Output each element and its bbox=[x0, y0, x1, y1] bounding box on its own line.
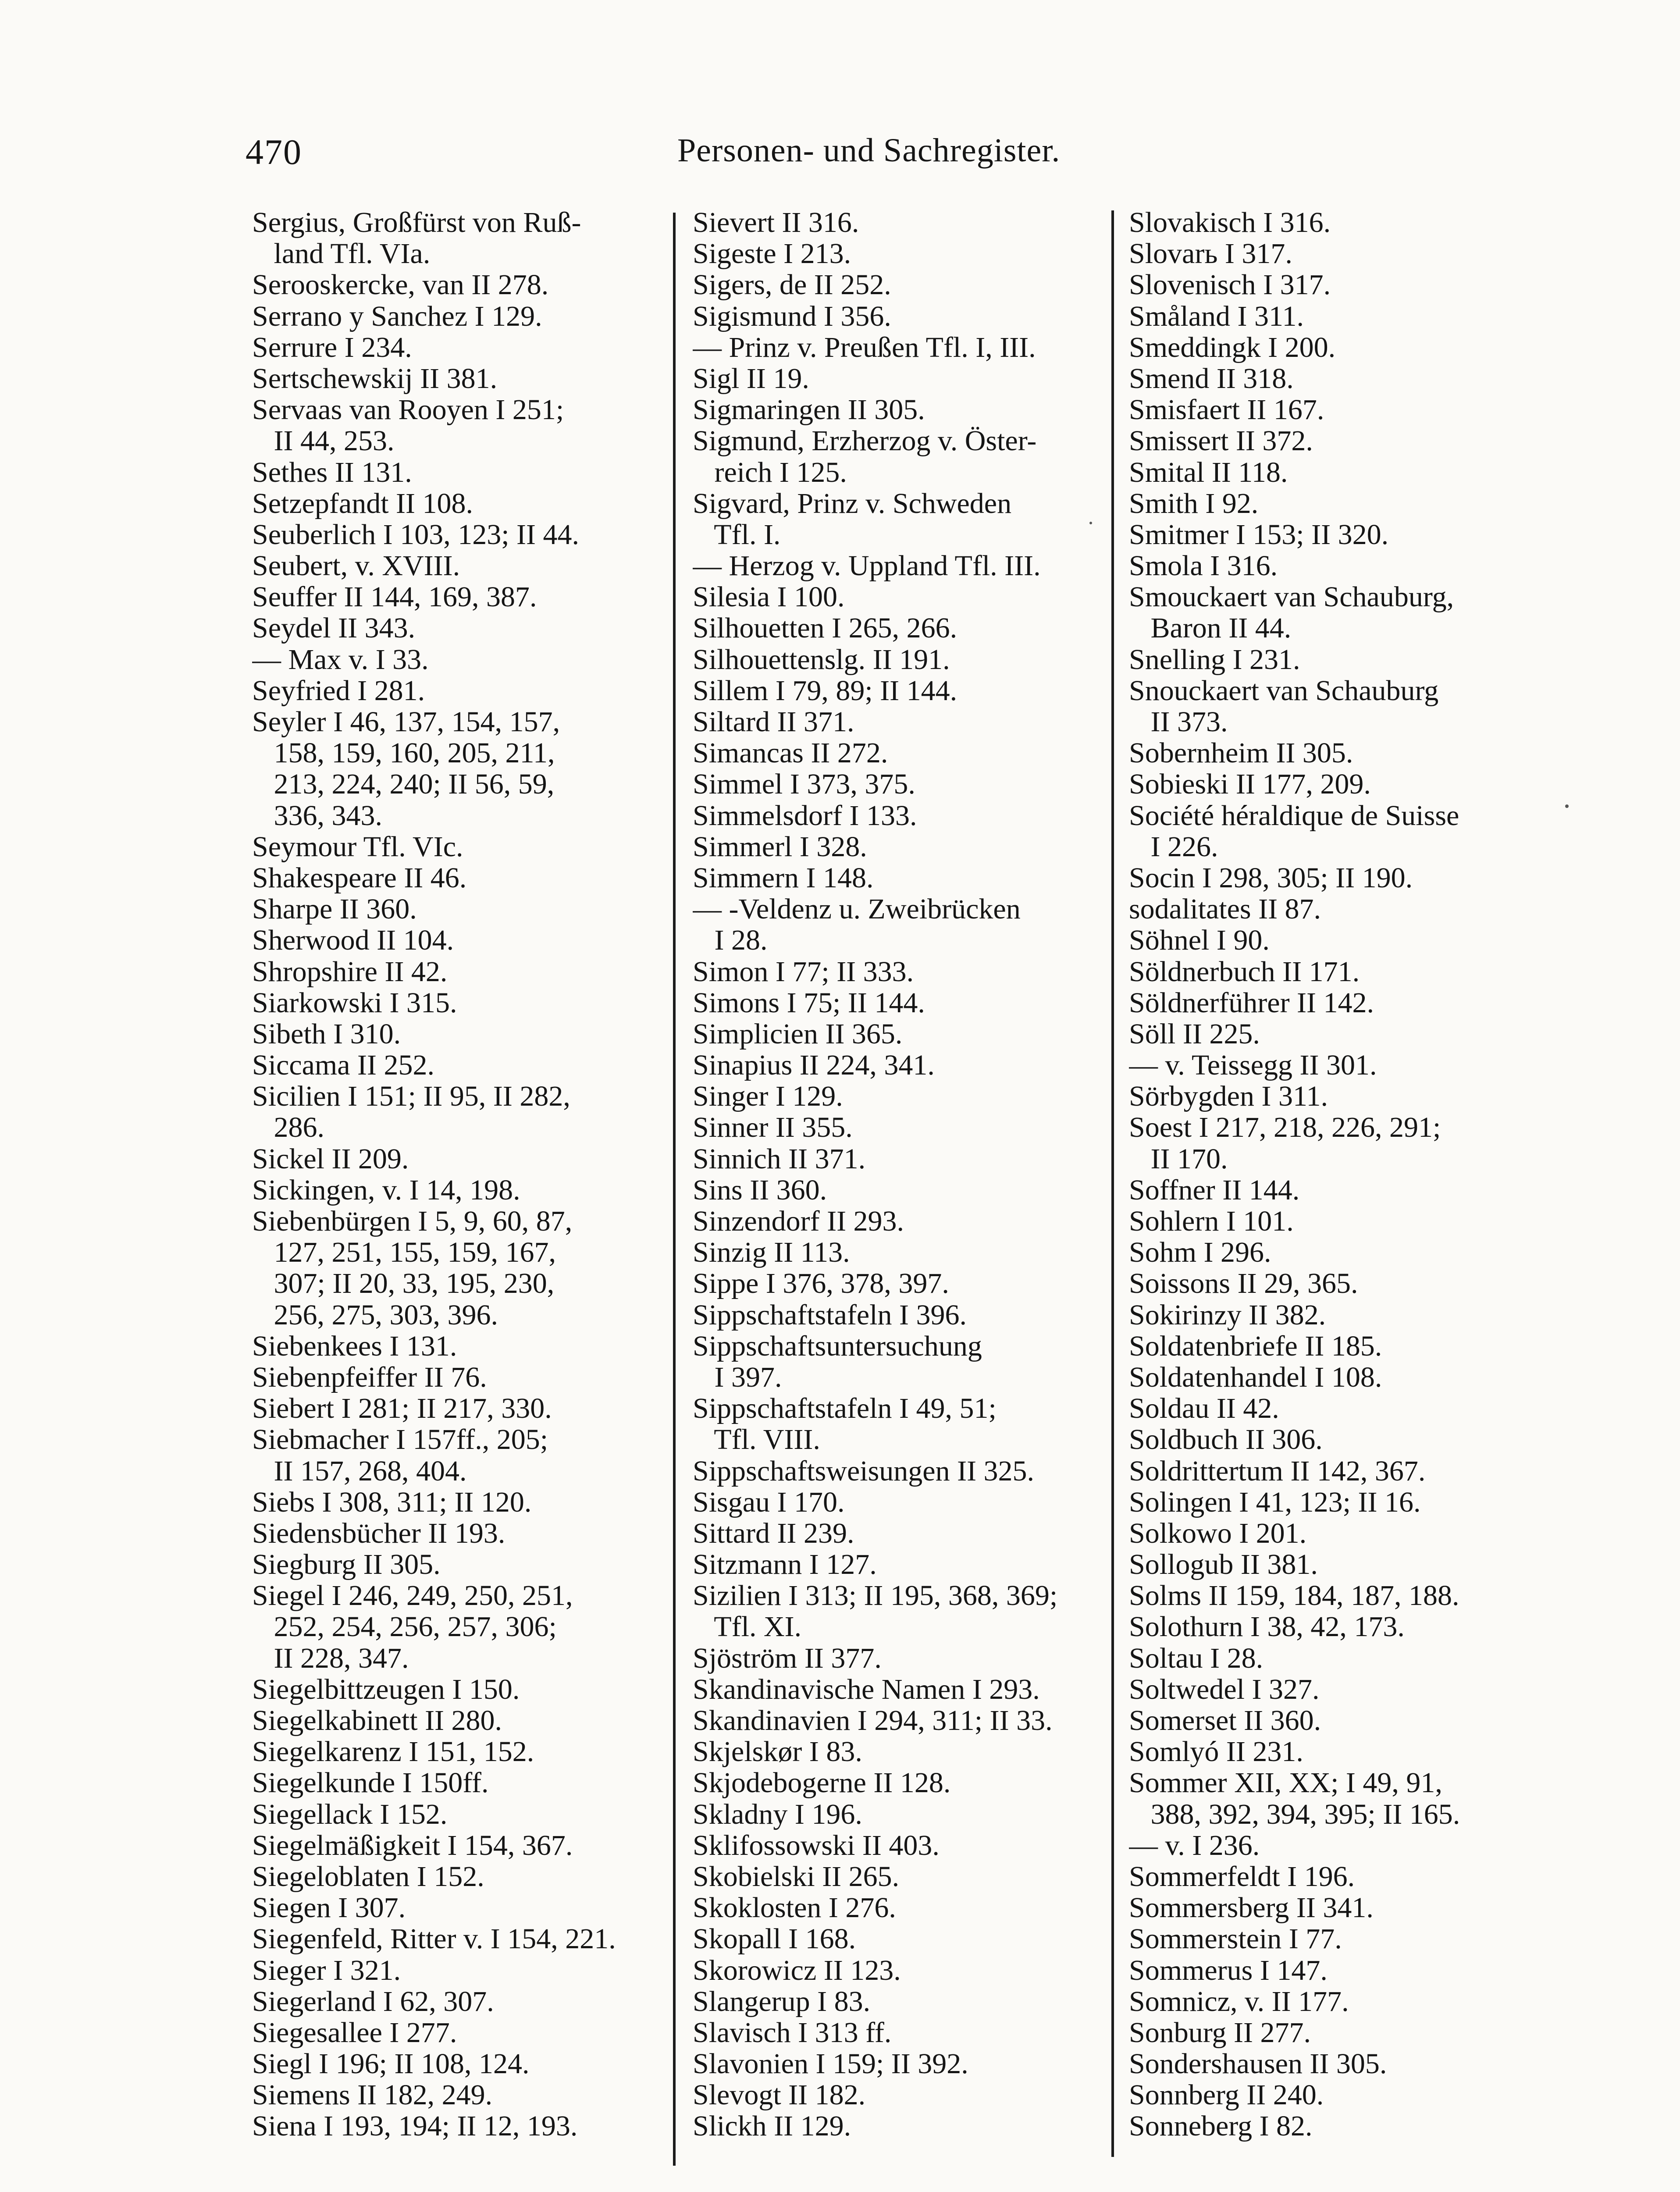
index-entry: Seyfried I 281. bbox=[252, 675, 425, 706]
index-entry: Slovenisch I 317. bbox=[1129, 269, 1331, 301]
index-entry: 213, 224, 240; II 56, 59, bbox=[252, 769, 555, 800]
index-entry: Sommerfeldt I 196. bbox=[1129, 1861, 1355, 1893]
index-entry: — -Veldenz u. Zweibrücken bbox=[693, 893, 1021, 925]
index-entry: Singer I 129. bbox=[693, 1081, 843, 1112]
index-entry: Sollogub II 381. bbox=[1129, 1549, 1318, 1580]
index-entry: Socin I 298, 305; II 190. bbox=[1129, 862, 1413, 894]
index-entry: Sisgau I 170. bbox=[693, 1486, 845, 1518]
index-entry: Söll II 225. bbox=[1129, 1018, 1260, 1050]
index-entry: II 157, 268, 404. bbox=[252, 1455, 467, 1487]
index-entry: Seuffer II 144, 169, 387. bbox=[252, 581, 537, 613]
index-entry: Siegelmäßigkeit I 154, 367. bbox=[252, 1829, 573, 1861]
index-entry: Silhouetten I 265, 266. bbox=[693, 612, 957, 644]
index-entry: Sinner II 355. bbox=[693, 1112, 853, 1143]
index-entry: Siegel I 246, 249, 250, 251, bbox=[252, 1580, 573, 1612]
index-entry: I 226. bbox=[1129, 831, 1218, 862]
index-entry: Siegerland I 62, 307. bbox=[252, 1986, 494, 2017]
index-entry: Siegelbittzeugen I 150. bbox=[252, 1673, 520, 1705]
page-header bbox=[0, 132, 1680, 180]
index-entry: Somlyó II 231. bbox=[1129, 1736, 1303, 1768]
index-entry: Siegelkunde I 150ff. bbox=[252, 1767, 489, 1799]
index-entry: Sinzig II 113. bbox=[693, 1237, 850, 1268]
index-entry: Siedensbücher II 193. bbox=[252, 1517, 505, 1549]
index-entry: Sharpe II 360. bbox=[252, 893, 417, 925]
index-entry: Småland I 311. bbox=[1129, 300, 1304, 332]
index-entry: Siegesallee I 277. bbox=[252, 2017, 457, 2049]
index-entry: Sondershausen II 305. bbox=[1129, 2048, 1387, 2080]
index-entry: Simmelsdorf I 133. bbox=[693, 800, 917, 831]
index-entry: Sommerstein I 77. bbox=[1129, 1923, 1342, 1955]
index-entry: Slickh II 129. bbox=[693, 2110, 851, 2142]
index-entry: Smital II 118. bbox=[1129, 456, 1288, 488]
index-entry: Seymour Tfl. VIc. bbox=[252, 831, 463, 862]
index-entry: Sinzendorf II 293. bbox=[693, 1206, 904, 1237]
index-entry: Sethes II 131. bbox=[252, 456, 412, 488]
index-entry: Setzepfandt II 108. bbox=[252, 488, 473, 519]
index-entry: Smith I 92. bbox=[1129, 488, 1259, 519]
index-entry: Sohlern I 101. bbox=[1129, 1206, 1294, 1237]
index-entry: Sins II 360. bbox=[693, 1174, 827, 1206]
running-title: Personen- und Sachregister. bbox=[677, 132, 1061, 169]
index-entry: Siebenbürgen I 5, 9, 60, 87, bbox=[252, 1206, 573, 1237]
index-entry: Siegenfeld, Ritter v. I 154, 221. bbox=[252, 1923, 616, 1955]
index-entry: Sippschaftstafeln I 49, 51; bbox=[693, 1393, 997, 1424]
index-entry: Sigvard, Prinz v. Schweden bbox=[693, 488, 1012, 519]
index-entry: Slovakisch I 316. bbox=[1129, 207, 1331, 238]
index-entry: Sievert II 316. bbox=[693, 207, 859, 238]
index-entry: Sizilien I 313; II 195, 368, 369; bbox=[693, 1580, 1058, 1612]
index-entry: Sörbygden I 311. bbox=[1129, 1081, 1328, 1112]
index-entry: Simon I 77; II 333. bbox=[693, 956, 914, 987]
index-entry: Slavonien I 159; II 392. bbox=[693, 2048, 968, 2080]
index-entry: II 170. bbox=[1129, 1143, 1228, 1174]
index-entry: Seydel II 343. bbox=[252, 612, 416, 644]
index-entry: 307; II 20, 33, 195, 230, bbox=[252, 1268, 555, 1299]
index-entry: Soffner II 144. bbox=[1129, 1174, 1300, 1206]
index-entry: Sergius, Großfürst von Ruß- bbox=[252, 207, 581, 238]
index-entry: II 373. bbox=[1129, 706, 1228, 738]
index-entry: Siebert I 281; II 217, 330. bbox=[252, 1393, 552, 1424]
index-entry: Skoklosten I 276. bbox=[693, 1892, 896, 1924]
index-entry: Sickel II 209. bbox=[252, 1143, 409, 1174]
index-entry: Somerset II 360. bbox=[1129, 1705, 1321, 1737]
index-entry: Smeddingk I 200. bbox=[1129, 331, 1336, 363]
index-entry: — Prinz v. Preußen Tfl. I, III. bbox=[693, 331, 1036, 363]
index-entry: Sigeste I 213. bbox=[693, 238, 851, 270]
ink-speck bbox=[1089, 522, 1092, 524]
index-entry: Sonnberg II 240. bbox=[1129, 2079, 1324, 2111]
index-entry: Sertschewskij II 381. bbox=[252, 363, 498, 395]
index-entry: Tfl. VIII. bbox=[693, 1424, 820, 1455]
index-entry: 256, 275, 303, 396. bbox=[252, 1299, 498, 1331]
index-entry: Soldrittertum II 142, 367. bbox=[1129, 1455, 1426, 1487]
index-entry: Sjöström II 377. bbox=[693, 1642, 882, 1674]
index-entry: Serrano y Sanchez I 129. bbox=[252, 300, 542, 332]
index-entry: Sippe I 376, 378, 397. bbox=[693, 1268, 949, 1299]
index-entry: Seuberlich I 103, 123; II 44. bbox=[252, 519, 580, 551]
index-entry: reich I 125. bbox=[693, 456, 847, 488]
index-entry: Shakespeare II 46. bbox=[252, 862, 467, 894]
index-entry: sodalitates II 87. bbox=[1129, 893, 1321, 925]
index-entry: Tfl. I. bbox=[693, 519, 781, 551]
index-entry: Sommerus I 147. bbox=[1129, 1954, 1328, 1986]
index-entry: Skobielski II 265. bbox=[693, 1861, 900, 1893]
index-entry: Siarkowski I 315. bbox=[252, 987, 457, 1018]
index-entry: Siegburg II 305. bbox=[252, 1549, 441, 1580]
index-entry: Sillem I 79, 89; II 144. bbox=[693, 675, 957, 706]
index-entry: Smend II 318. bbox=[1129, 363, 1294, 395]
index-entry: Slovarь I 317. bbox=[1129, 238, 1292, 270]
index-column-2 bbox=[693, 207, 1100, 2142]
index-entry: Siegellack I 152. bbox=[252, 1798, 448, 1830]
index-entry: Soltau I 28. bbox=[1129, 1642, 1264, 1674]
index-entry: land Tfl. VIa. bbox=[252, 238, 431, 270]
index-entry: Smissert II 372. bbox=[1129, 425, 1313, 457]
index-entry: Sonneberg I 82. bbox=[1129, 2110, 1313, 2142]
index-entry: Serooskercke, van II 278. bbox=[252, 269, 549, 301]
index-entry: Sonburg II 277. bbox=[1129, 2017, 1311, 2049]
index-entry: — v. I 236. bbox=[1129, 1829, 1260, 1861]
index-entry: Sieger I 321. bbox=[252, 1954, 401, 1986]
index-entry: Sommersberg II 341. bbox=[1129, 1892, 1374, 1924]
column-divider-1 bbox=[673, 213, 676, 2166]
index-entry: Siltard II 371. bbox=[693, 706, 854, 738]
index-entry: Sobernheim II 305. bbox=[1129, 737, 1353, 769]
index-entry: Sigl II 19. bbox=[693, 363, 809, 395]
index-entry: Soltwedel I 327. bbox=[1129, 1673, 1320, 1705]
index-entry: Skopall I 168. bbox=[693, 1923, 856, 1955]
index-entry: Somnicz, v. II 177. bbox=[1129, 1986, 1349, 2017]
index-entry: 158, 159, 160, 205, 211, bbox=[252, 737, 555, 769]
index-entry: Smisfaert II 167. bbox=[1129, 394, 1324, 426]
index-entry: Skandinavien I 294, 311; II 33. bbox=[693, 1705, 1053, 1737]
index-entry: I 28. bbox=[693, 925, 768, 956]
index-entry: Sibeth I 310. bbox=[252, 1018, 401, 1050]
index-entry: Soldau II 42. bbox=[1129, 1393, 1279, 1424]
index-entry: 286. bbox=[252, 1112, 324, 1143]
index-column-3 bbox=[1129, 207, 1550, 2142]
index-entry: Sobieski II 177, 209. bbox=[1129, 769, 1371, 800]
index-entry: II 228, 347. bbox=[252, 1642, 409, 1674]
index-entry: Siebenkees I 131. bbox=[252, 1330, 457, 1362]
index-entry: Tfl. XI. bbox=[693, 1611, 802, 1643]
index-entry: Solms II 159, 184, 187, 188. bbox=[1129, 1580, 1459, 1612]
index-entry: Sokirinzy II 382. bbox=[1129, 1299, 1326, 1331]
index-entry: Sherwood II 104. bbox=[252, 925, 454, 956]
index-entry: Shropshire II 42. bbox=[252, 956, 448, 987]
column-divider-2 bbox=[1111, 210, 1114, 2157]
index-entry: Slavisch I 313 ff. bbox=[693, 2017, 892, 2049]
index-entry: Simmel I 373, 375. bbox=[693, 769, 915, 800]
index-entry: Slangerup I 83. bbox=[693, 1986, 871, 2017]
index-entry: Servaas van Rooyen I 251; bbox=[252, 394, 564, 426]
index-entry: Soldbuch II 306. bbox=[1129, 1424, 1323, 1455]
index-entry: Soldatenhandel I 108. bbox=[1129, 1361, 1382, 1393]
index-entry: Silesia I 100. bbox=[693, 581, 845, 613]
index-entry: 127, 251, 155, 159, 167, bbox=[252, 1237, 556, 1268]
index-entry: Sippschaftstafeln I 396. bbox=[693, 1299, 967, 1331]
index-entry: Simplicien II 365. bbox=[693, 1018, 903, 1050]
index-entry: Solothurn I 38, 42, 173. bbox=[1129, 1611, 1405, 1643]
index-entry: Smouckaert van Schauburg, bbox=[1129, 581, 1454, 613]
index-entry: Simmern I 148. bbox=[693, 862, 874, 894]
index-entry: Société héraldique de Suisse bbox=[1129, 800, 1459, 831]
index-entry: Sinnich II 371. bbox=[693, 1143, 866, 1174]
index-entry: Soldatenbriefe II 185. bbox=[1129, 1330, 1382, 1362]
index-column-1 bbox=[252, 207, 660, 2142]
index-entry: Siebenpfeiffer II 76. bbox=[252, 1361, 487, 1393]
index-entry: Sohm I 296. bbox=[1129, 1237, 1271, 1268]
index-entry: Sicilien I 151; II 95, II 282, bbox=[252, 1081, 570, 1112]
index-entry: — v. Teissegg II 301. bbox=[1129, 1050, 1377, 1081]
index-entry: Seyler I 46, 137, 154, 157, bbox=[252, 706, 560, 738]
index-entry: Siebs I 308, 311; II 120. bbox=[252, 1486, 532, 1518]
index-entry: Baron II 44. bbox=[1129, 612, 1292, 644]
index-entry: Slevogt II 182. bbox=[693, 2079, 866, 2111]
index-entry: Siegelkabinett II 280. bbox=[252, 1705, 502, 1737]
index-entry: Simons I 75; II 144. bbox=[693, 987, 925, 1018]
index-entry: Simancas II 272. bbox=[693, 737, 888, 769]
index-entry: I 397. bbox=[693, 1361, 782, 1393]
index-entry: Skjelskør I 83. bbox=[693, 1736, 862, 1768]
index-entry: Siebmacher I 157ff., 205; bbox=[252, 1424, 548, 1455]
index-entry: Sigismund I 356. bbox=[693, 300, 891, 332]
index-entry: Snelling I 231. bbox=[1129, 644, 1300, 675]
index-entry: Simmerl I 328. bbox=[693, 831, 867, 862]
index-entry: Skandinavische Namen I 293. bbox=[693, 1673, 1040, 1705]
index-entry: Solkowo I 201. bbox=[1129, 1517, 1307, 1549]
index-entry: Söhnel I 90. bbox=[1129, 925, 1270, 956]
index-entry: 252, 254, 256, 257, 306; bbox=[252, 1611, 557, 1643]
index-entry: Siena I 193, 194; II 12, 193. bbox=[252, 2110, 578, 2142]
index-entry: Siemens II 182, 249. bbox=[252, 2079, 493, 2111]
page-number: 470 bbox=[246, 132, 302, 172]
index-entry: Smola I 316. bbox=[1129, 550, 1278, 582]
index-entry: 336, 343. bbox=[252, 800, 382, 831]
index-entry: Siegen I 307. bbox=[252, 1892, 406, 1924]
index-entry: Skladny I 196. bbox=[693, 1798, 862, 1830]
index-entry: Siegl I 196; II 108, 124. bbox=[252, 2048, 530, 2080]
index-entry: Sippschaftsuntersuchung bbox=[693, 1330, 982, 1362]
index-entry: Silhouettenslg. II 191. bbox=[693, 644, 950, 675]
index-entry: Sittard II 239. bbox=[693, 1517, 854, 1549]
index-entry: Soest I 217, 218, 226, 291; bbox=[1129, 1112, 1441, 1143]
index-entry: Sigmund, Erzherzog v. Öster- bbox=[693, 425, 1037, 457]
index-entry: II 44, 253. bbox=[252, 425, 395, 457]
index-entry: — Max v. I 33. bbox=[252, 644, 429, 675]
index-entry: Soissons II 29, 365. bbox=[1129, 1268, 1358, 1299]
index-entry: — Herzog v. Uppland Tfl. III. bbox=[693, 550, 1041, 582]
index-entry: Sigmaringen II 305. bbox=[693, 394, 925, 426]
ink-speck bbox=[1565, 804, 1569, 808]
index-entry: Sklifossowski II 403. bbox=[693, 1829, 940, 1861]
index-entry: Serrure I 234. bbox=[252, 331, 412, 363]
index-entry: Siegeloblaten I 152. bbox=[252, 1861, 484, 1893]
index-entry: Sinapius II 224, 341. bbox=[693, 1050, 935, 1081]
index-entry: Söldnerbuch II 171. bbox=[1129, 956, 1360, 987]
index-entry: Sitzmann I 127. bbox=[693, 1549, 877, 1580]
index-entry: Söldnerführer II 142. bbox=[1129, 987, 1374, 1018]
index-entry: Skorowicz II 123. bbox=[693, 1954, 901, 1986]
index-entry: Siccama II 252. bbox=[252, 1050, 435, 1081]
index-entry: Skjodebogerne II 128. bbox=[693, 1767, 951, 1799]
index-entry: Smitmer I 153; II 320. bbox=[1129, 519, 1389, 551]
index-entry: Sippschaftsweisungen II 325. bbox=[693, 1455, 1035, 1487]
index-entry: Solingen I 41, 123; II 16. bbox=[1129, 1486, 1421, 1518]
index-entry: Sigers, de II 252. bbox=[693, 269, 891, 301]
index-entry: Siegelkarenz I 151, 152. bbox=[252, 1736, 534, 1768]
index-entry: Seubert, v. XVIII. bbox=[252, 550, 460, 582]
index-entry: Sickingen, v. I 14, 198. bbox=[252, 1174, 520, 1206]
index-entry: Sommer XII, XX; I 49, 91, bbox=[1129, 1767, 1442, 1799]
index-entry: Snouckaert van Schauburg bbox=[1129, 675, 1439, 706]
index-entry: 388, 392, 394, 395; II 165. bbox=[1129, 1798, 1460, 1830]
